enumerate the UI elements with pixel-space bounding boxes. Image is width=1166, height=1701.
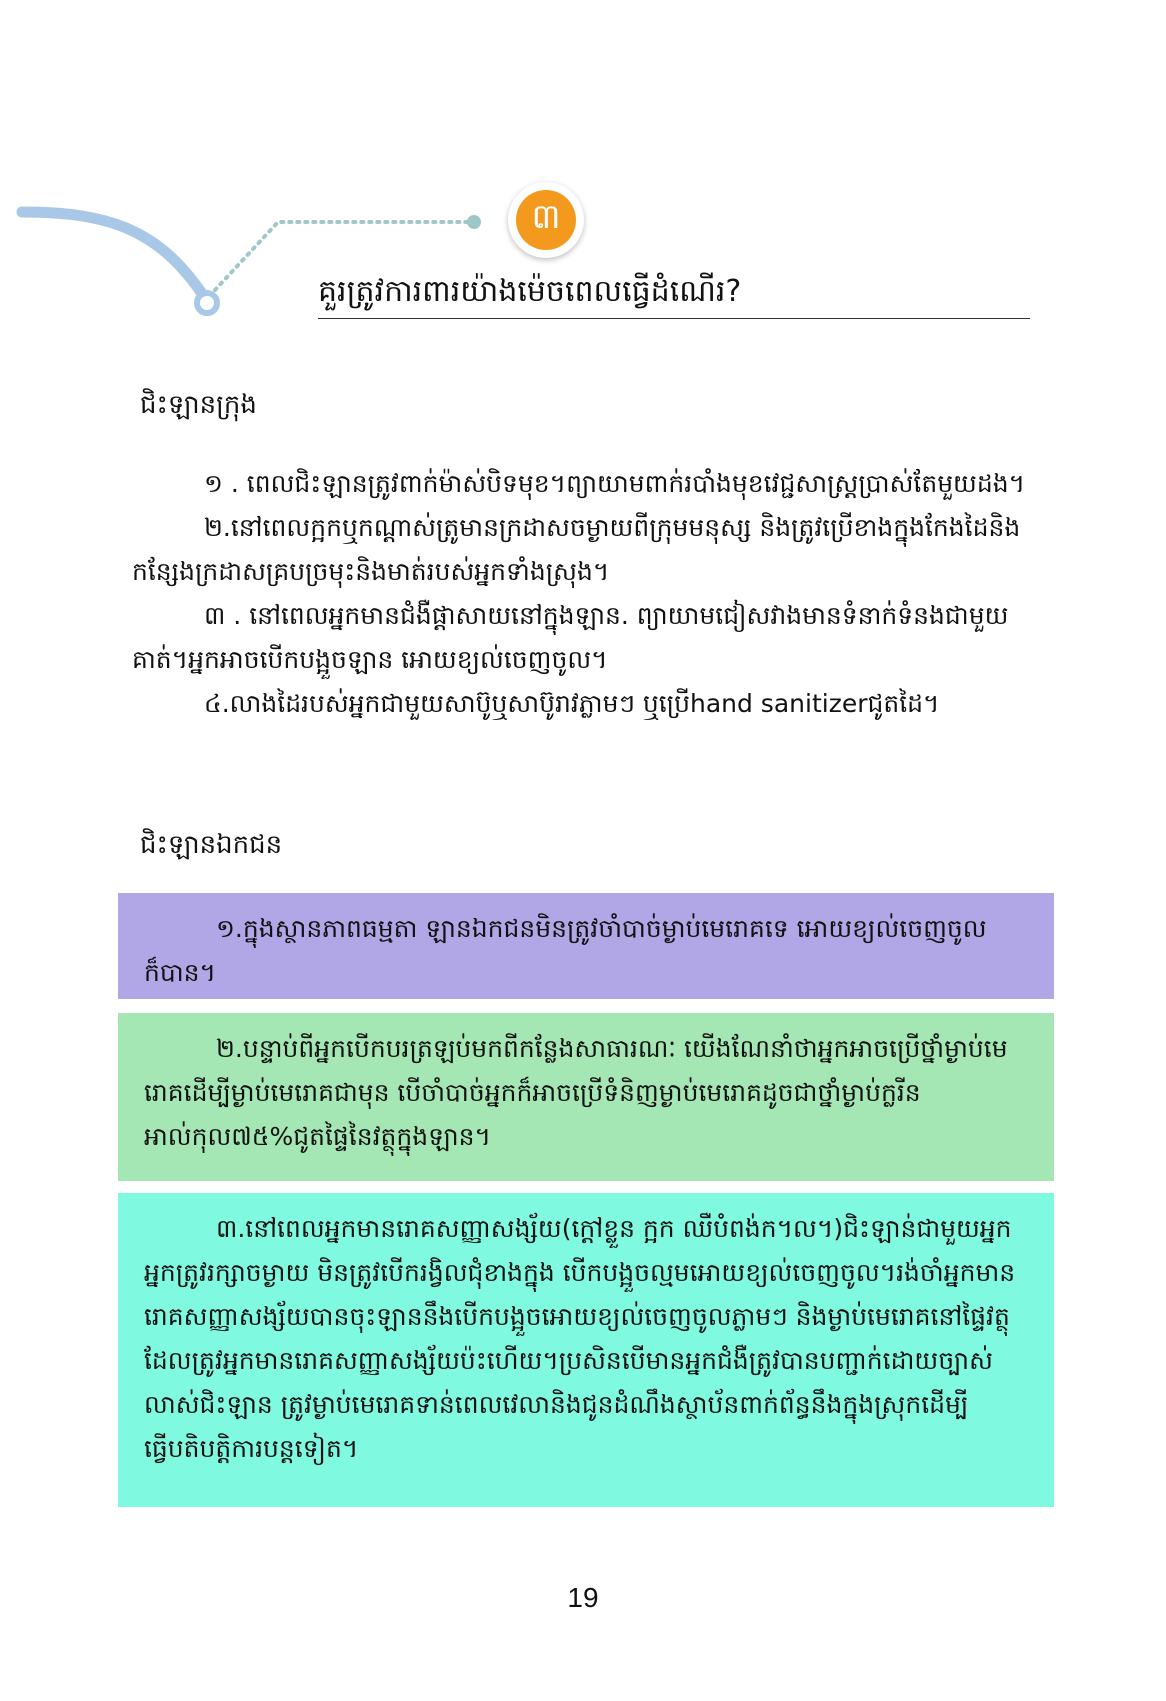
private-car-item-3: ៣.នៅពេលអ្នកមានរោគសញ្ញាសង្ស័យ(ក្តៅខ្លួន ក្អក ឈឺបំពង់ក។ល។)ជិះឡាន់ជាមួយអ្នកអ្នកត្រូវរក្សាចម្ងាយ មិនត្រូវបើករង្វិលជុំខាងក្នុង បើកបង្អួចល្មមអោយខ្យល់ចេញចូល។រង់ចាំអ្នកមានរោគសញ្ញាសង្ស័យបានចុះឡាននឹងបើកបង្អួចអោយខ្យល់ចេញចូលភ្លាមៗ និងម្ងាប់មេរោគនៅផ្ទៃវត្ថុដែលត្រូវអ្នកមានរោគសញ្ញាសង្ស័យប៉ះហើយ។ប្រសិនបើមានអ្នកជំងឺត្រូវបានបញ្ជាក់ដោយច្បាស់លាស់ជិះឡាន ត្រូវម្ងាប់មេរោគទាន់ពេលវេលានិងជូនដំណឹងស្ថាប័នពាក់ព័ន្ធនឹងក្នុងស្រុកដើម្បីធ្វើបតិបត្តិការបន្តទៀត។ — [144, 1214, 1016, 1463]
connector-end-dot — [467, 215, 481, 229]
private-car-item-2: ២.បន្ទាប់ពីអ្នកបើកបរត្រឡប់មកពីកន្លែងសាធារណៈ យើងណែនាំថាអ្នកអាចប្រើថ្នាំម្ងាប់មេរោគដើម្បីម្ងាប់មេរោគជាមុន បើចាំបាច់អ្នកក៏អាចប្រើទំនិញម្ងាប់មេរោគដូចជាថ្នាំម្ងាប់ក្លរីន អាល់កុល៧៥%ជូតផ្ទៃនៃវត្ថុក្នុងឡាន។ — [144, 1034, 1008, 1151]
bus-item-1: ១ . ពេលជិះឡានត្រូវពាក់ម៉ាស់បិទមុខ។ព្យាយាមពាក់របាំងមុខវេជ្ជសាស្ត្រប្រាស់តែមួយដង។ — [204, 469, 1026, 498]
private-car-box-2 — [118, 1013, 1054, 1181]
page-number: 19 — [567, 1582, 599, 1613]
page-title: គួរត្រូវការពារយ៉ាងម៉េចពេលធ្វើដំណើរ? — [318, 270, 1030, 319]
private-car-heading: ជិះឡានឯកជន — [140, 830, 283, 860]
bus-instructions — [132, 462, 1032, 726]
private-car-box-3 — [118, 1193, 1054, 1507]
bus-heading: ជិះឡានក្រុង — [140, 390, 257, 420]
bus-item-4: ៤.លាងដៃរបស់អ្នកជាមួយសាប៊ូឬសាប៊ូរាវភ្លាមៗ ឬប្រើhand sanitizerជូតដៃ។ — [204, 689, 940, 718]
private-car-box-1 — [118, 893, 1054, 999]
bus-item-2: ២.នៅពេលក្អកឬកណ្តាស់ត្រូមានក្រដាសចម្ងាយពីក្រុមមនុស្ស និងត្រូវប្រើខាងក្នុងកែងដៃនិងកន្សែងក្រដាសគ្របច្រមុះនិងមាត់របស់អ្នកទាំងស្រុង។ — [132, 513, 1021, 586]
arc-end-dot — [197, 293, 217, 313]
blue-arc — [22, 212, 205, 298]
section-number-badge — [508, 182, 584, 258]
private-car-item-1: ១.ក្នុងស្ថានភាពធម្មតា ឡានឯកជនមិនត្រូវចាំបាច់ម្ងាប់មេរោគទេ អោយខ្យល់ចេញចូលក៏បាន។ — [144, 914, 987, 987]
section-number: ៣ — [516, 190, 576, 250]
bus-item-3: ៣ . នៅពេលអ្នកមានជំងឺផ្តាសាយនៅក្នុងឡាន. ព្យាយាមជៀសវាងមានទំនាក់ទំនងជាមួយគាត់។អ្នកអាចបើកបង្អួចឡាន អោយខ្យល់ចេញចូល។ — [132, 601, 1009, 674]
